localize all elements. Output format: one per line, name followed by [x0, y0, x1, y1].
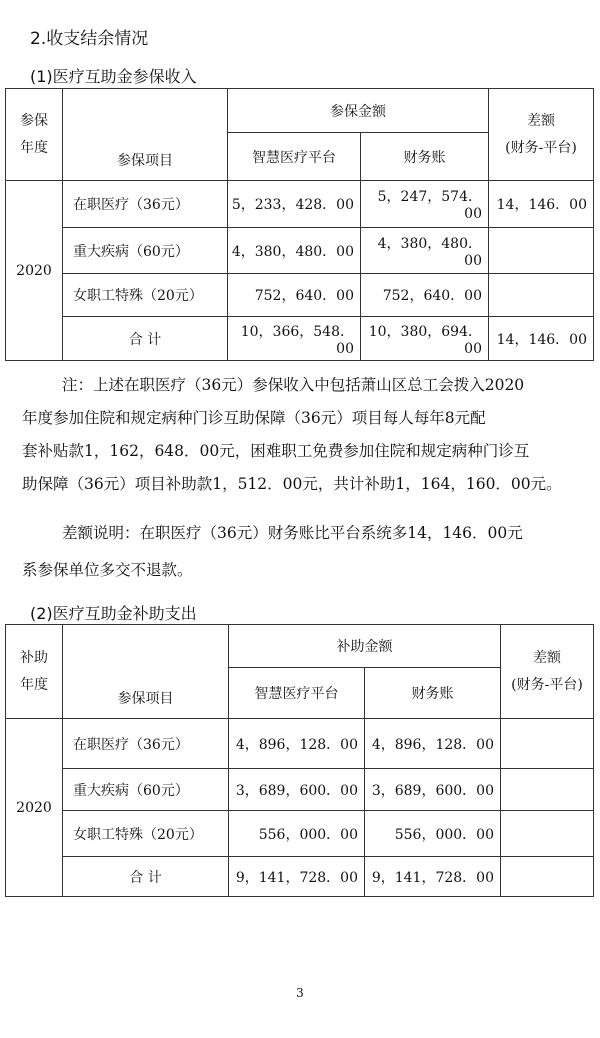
income-total-label: 合 计 — [63, 317, 228, 361]
expense-row-diff — [501, 811, 594, 857]
income-row-diff: 14，146．00 — [489, 181, 594, 228]
income-table — [5, 88, 594, 361]
expense-row-finance: 556，000．00 — [365, 811, 501, 857]
income-row-platform: 752，640．00 — [228, 274, 361, 317]
section-title: 2.收支结余情况 — [30, 29, 149, 49]
expense-row-diff — [501, 769, 594, 811]
expense-row-finance: 4，896，128．00 — [365, 719, 501, 769]
note-line: 年度参加住院和规定病种门诊互助保障（36元）项目每人每年8元配 — [22, 409, 486, 427]
income-row-diff — [489, 274, 594, 317]
expense-header-amount-group: 补助金额 — [229, 625, 501, 668]
expense-row-item: 女职工特殊（20元） — [63, 811, 229, 857]
income-total-finance: 10，380，694．00 — [361, 317, 489, 361]
income-header-diff: 差额 (财务-平台) — [489, 89, 594, 181]
expense-row-diff — [501, 719, 594, 769]
expense-heading: (2)医疗互助金补助支出 — [30, 604, 197, 623]
expense-header-year: 补助 年度 — [6, 625, 63, 719]
income-row-platform: 5，233，428．00 — [228, 181, 361, 228]
income-row-item: 女职工特殊（20元） — [63, 274, 228, 317]
income-heading: (1)医疗互助金参保收入 — [30, 67, 197, 86]
diff-explanation-line: 差额说明：在职医疗（36元）财务账比平台系统多14，146．00元 — [62, 524, 523, 542]
income-row-item: 在职医疗（36元） — [63, 181, 228, 228]
income-row-platform: 4，380，480．00 — [228, 228, 361, 274]
note-line: 套补贴款1，162，648．00元，困难职工免费参加住院和规定病种门诊互 — [22, 442, 530, 460]
expense-total-label: 合 计 — [63, 857, 229, 897]
expense-row-platform: 556，000．00 — [229, 811, 365, 857]
page-number: 3 — [296, 986, 304, 1000]
expense-header-platform: 智慧医疗平台 — [229, 668, 365, 719]
diff-explanation-line: 系参保单位多交不退款。 — [22, 561, 193, 579]
income-row-finance: 4，380，480．00 — [361, 228, 489, 274]
expense-row-finance: 3，689，600．00 — [365, 769, 501, 811]
income-row-item: 重大疾病（60元） — [63, 228, 228, 274]
income-year-value: 2020 — [6, 181, 63, 361]
income-total-diff: 14，146．00 — [489, 317, 594, 361]
expense-table — [5, 624, 594, 897]
income-header-item: 参保项目 — [63, 89, 228, 181]
income-header-amount-group: 参保金额 — [228, 89, 489, 133]
expense-row-item: 在职医疗（36元） — [63, 719, 229, 769]
income-row-finance: 752，640．00 — [361, 274, 489, 317]
income-header-finance: 财务账 — [361, 133, 489, 181]
expense-header-item: 参保项目 — [63, 625, 229, 719]
note-line: 注：上述在职医疗（36元）参保收入中包括萧山区总工会拨入2020 — [62, 376, 525, 394]
expense-header-diff: 差额 (财务-平台) — [501, 625, 594, 719]
expense-row-item: 重大疾病（60元） — [63, 769, 229, 811]
expense-row-platform: 3，689，600．00 — [229, 769, 365, 811]
note-line: 助保障（36元）项目补助款1，512．00元，共计补助1，164，160．00元。 — [22, 475, 562, 493]
expense-year-value: 2020 — [6, 719, 63, 897]
income-row-finance: 5，247，574．00 — [361, 181, 489, 228]
income-header-platform: 智慧医疗平台 — [228, 133, 361, 181]
expense-total-platform: 9，141，728．00 — [229, 857, 365, 897]
income-header-year: 参保 年度 — [6, 89, 63, 181]
expense-total-diff — [501, 857, 594, 897]
expense-row-platform: 4，896，128．00 — [229, 719, 365, 769]
expense-header-finance: 财务账 — [365, 668, 501, 719]
income-total-platform: 10，366，548．00 — [228, 317, 361, 361]
expense-total-finance: 9，141，728．00 — [365, 857, 501, 897]
income-row-diff — [489, 228, 594, 274]
